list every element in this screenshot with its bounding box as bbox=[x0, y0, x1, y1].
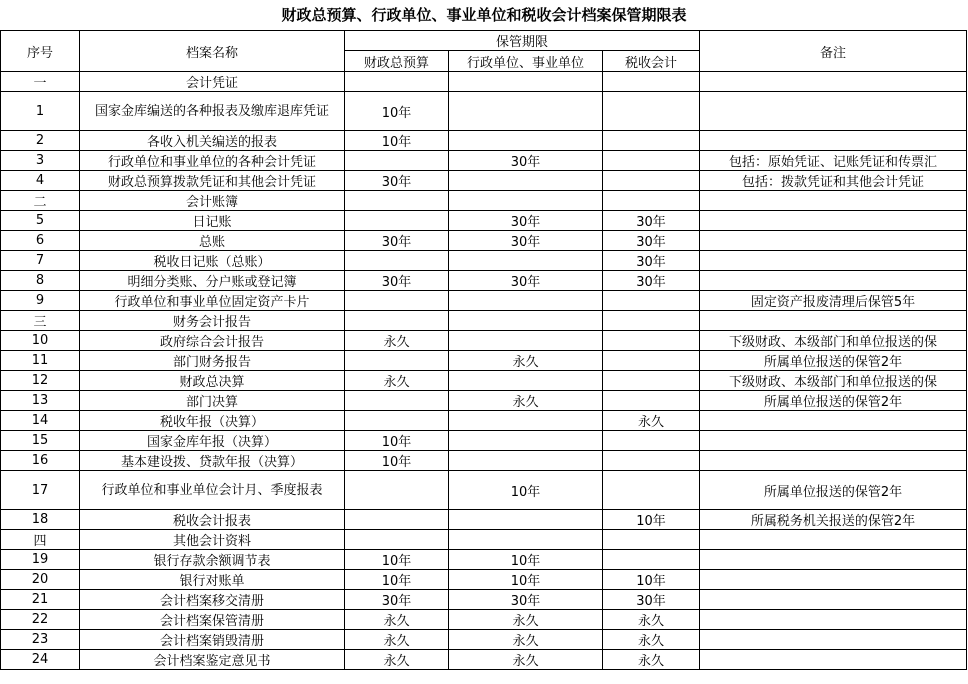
cell-tax: 永久 bbox=[603, 630, 700, 650]
cell-name: 税收日记账（总账） bbox=[80, 251, 345, 271]
cell-tax bbox=[603, 291, 700, 311]
cell-budget: 10年 bbox=[345, 451, 449, 471]
cell-remark bbox=[700, 590, 967, 610]
cell-tax: 30年 bbox=[603, 251, 700, 271]
cell-seq: 12 bbox=[1, 371, 80, 391]
table-row bbox=[1, 431, 967, 451]
cell-admin bbox=[449, 431, 603, 451]
table-row bbox=[1, 451, 967, 471]
cell-tax: 10年 bbox=[603, 570, 700, 590]
table-row bbox=[1, 191, 967, 211]
cell-budget: 30年 bbox=[345, 171, 449, 191]
cell-budget: 10年 bbox=[345, 550, 449, 570]
table-row bbox=[1, 391, 967, 411]
cell-name: 行政单位和事业单位会计月、季度报表 bbox=[80, 471, 345, 510]
cell-admin: 30年 bbox=[449, 231, 603, 251]
table-row bbox=[1, 331, 967, 351]
cell-remark bbox=[700, 271, 967, 291]
cell-tax bbox=[603, 311, 700, 331]
cell-seq: 一 bbox=[1, 72, 80, 92]
cell-remark bbox=[700, 92, 967, 131]
header-tax: 税收会计 bbox=[603, 51, 700, 72]
cell-seq: 3 bbox=[1, 151, 80, 171]
table-row bbox=[1, 510, 967, 530]
table-row bbox=[1, 570, 967, 590]
cell-budget bbox=[345, 251, 449, 271]
cell-budget: 永久 bbox=[345, 331, 449, 351]
cell-budget: 10年 bbox=[345, 570, 449, 590]
header-name: 档案名称 bbox=[80, 31, 345, 72]
cell-admin bbox=[449, 92, 603, 131]
cell-seq: 二 bbox=[1, 191, 80, 211]
cell-remark: 所属单位报送的保管2年 bbox=[700, 391, 967, 411]
cell-admin: 30年 bbox=[449, 271, 603, 291]
cell-tax: 10年 bbox=[603, 510, 700, 530]
cell-seq: 三 bbox=[1, 311, 80, 331]
table-row bbox=[1, 471, 967, 510]
cell-budget: 30年 bbox=[345, 590, 449, 610]
cell-name: 财务会计报告 bbox=[80, 311, 345, 331]
cell-seq: 5 bbox=[1, 211, 80, 231]
cell-admin: 永久 bbox=[449, 630, 603, 650]
header-period: 保管期限 bbox=[345, 31, 700, 51]
table-row bbox=[1, 231, 967, 251]
cell-name: 行政单位和事业单位固定资产卡片 bbox=[80, 291, 345, 311]
cell-budget bbox=[345, 211, 449, 231]
cell-admin: 30年 bbox=[449, 211, 603, 231]
cell-tax bbox=[603, 171, 700, 191]
table-row bbox=[1, 311, 967, 331]
cell-tax bbox=[603, 92, 700, 131]
cell-admin: 10年 bbox=[449, 570, 603, 590]
table-body bbox=[1, 72, 967, 670]
table-row bbox=[1, 351, 967, 371]
table-row bbox=[1, 610, 967, 630]
cell-seq: 20 bbox=[1, 570, 80, 590]
cell-seq: 8 bbox=[1, 271, 80, 291]
cell-remark bbox=[700, 451, 967, 471]
cell-remark bbox=[700, 650, 967, 670]
cell-name: 税收会计报表 bbox=[80, 510, 345, 530]
cell-tax bbox=[603, 371, 700, 391]
cell-remark: 下级财政、本级部门和单位报送的保 bbox=[700, 371, 967, 391]
cell-name: 其他会计资料 bbox=[80, 530, 345, 550]
cell-budget: 10年 bbox=[345, 131, 449, 151]
table-row bbox=[1, 251, 967, 271]
cell-tax bbox=[603, 391, 700, 411]
cell-seq: 11 bbox=[1, 351, 80, 371]
cell-tax bbox=[603, 530, 700, 550]
cell-admin bbox=[449, 331, 603, 351]
cell-name: 各收入机关编送的报表 bbox=[80, 131, 345, 151]
cell-remark bbox=[700, 191, 967, 211]
table-row bbox=[1, 630, 967, 650]
table-row bbox=[1, 291, 967, 311]
cell-seq: 13 bbox=[1, 391, 80, 411]
cell-admin bbox=[449, 72, 603, 92]
cell-tax bbox=[603, 351, 700, 371]
cell-seq: 19 bbox=[1, 550, 80, 570]
cell-admin bbox=[449, 371, 603, 391]
cell-name: 基本建设拨、贷款年报（决算） bbox=[80, 451, 345, 471]
cell-budget bbox=[345, 291, 449, 311]
cell-seq: 4 bbox=[1, 171, 80, 191]
table-row bbox=[1, 131, 967, 151]
cell-tax bbox=[603, 131, 700, 151]
cell-seq: 10 bbox=[1, 331, 80, 351]
cell-admin: 10年 bbox=[449, 550, 603, 570]
cell-remark bbox=[700, 610, 967, 630]
cell-remark bbox=[700, 530, 967, 550]
cell-admin: 永久 bbox=[449, 351, 603, 371]
cell-remark bbox=[700, 131, 967, 151]
cell-admin bbox=[449, 510, 603, 530]
header-seq: 序号 bbox=[1, 31, 80, 72]
cell-remark bbox=[700, 231, 967, 251]
cell-seq: 7 bbox=[1, 251, 80, 271]
header-admin: 行政单位、事业单位 bbox=[449, 51, 603, 72]
cell-name: 会计档案鉴定意见书 bbox=[80, 650, 345, 670]
cell-remark: 固定资产报废清理后保管5年 bbox=[700, 291, 967, 311]
cell-budget bbox=[345, 311, 449, 331]
header-remark: 备注 bbox=[700, 31, 967, 72]
cell-tax bbox=[603, 151, 700, 171]
cell-budget: 30年 bbox=[345, 231, 449, 251]
table-row bbox=[1, 650, 967, 670]
cell-name: 明细分类账、分户账或登记簿 bbox=[80, 271, 345, 291]
cell-remark bbox=[700, 570, 967, 590]
cell-tax bbox=[603, 72, 700, 92]
cell-tax bbox=[603, 451, 700, 471]
cell-budget bbox=[345, 510, 449, 530]
cell-admin: 30年 bbox=[449, 590, 603, 610]
cell-admin: 永久 bbox=[449, 650, 603, 670]
cell-seq: 6 bbox=[1, 231, 80, 251]
cell-seq: 14 bbox=[1, 411, 80, 431]
cell-admin: 永久 bbox=[449, 610, 603, 630]
cell-budget bbox=[345, 411, 449, 431]
table-row bbox=[1, 550, 967, 570]
header-budget: 财政总预算 bbox=[345, 51, 449, 72]
table-row bbox=[1, 72, 967, 92]
cell-name: 会计档案移交清册 bbox=[80, 590, 345, 610]
cell-tax: 30年 bbox=[603, 211, 700, 231]
cell-name: 银行对账单 bbox=[80, 570, 345, 590]
cell-name: 财政总预算拨款凭证和其他会计凭证 bbox=[80, 171, 345, 191]
cell-remark: 所属单位报送的保管2年 bbox=[700, 471, 967, 510]
cell-remark bbox=[700, 311, 967, 331]
cell-remark: 下级财政、本级部门和单位报送的保 bbox=[700, 331, 967, 351]
retention-table bbox=[0, 30, 967, 670]
cell-remark bbox=[700, 251, 967, 271]
cell-seq: 18 bbox=[1, 510, 80, 530]
cell-seq: 15 bbox=[1, 431, 80, 451]
cell-admin: 10年 bbox=[449, 471, 603, 510]
table-row bbox=[1, 271, 967, 291]
cell-admin bbox=[449, 451, 603, 471]
table-row bbox=[1, 411, 967, 431]
cell-admin bbox=[449, 411, 603, 431]
cell-budget bbox=[345, 471, 449, 510]
cell-name: 会计档案销毁清册 bbox=[80, 630, 345, 650]
table-row bbox=[1, 530, 967, 550]
cell-remark: 包括：拨款凭证和其他会计凭证 bbox=[700, 171, 967, 191]
table-row bbox=[1, 151, 967, 171]
cell-budget: 永久 bbox=[345, 371, 449, 391]
cell-name: 财政总决算 bbox=[80, 371, 345, 391]
cell-admin bbox=[449, 251, 603, 271]
cell-budget bbox=[345, 151, 449, 171]
table-row bbox=[1, 371, 967, 391]
cell-remark: 包括：原始凭证、记账凭证和传票汇 bbox=[700, 151, 967, 171]
cell-tax bbox=[603, 550, 700, 570]
cell-admin bbox=[449, 530, 603, 550]
table-row bbox=[1, 92, 967, 131]
cell-admin bbox=[449, 131, 603, 151]
cell-name: 日记账 bbox=[80, 211, 345, 231]
cell-budget: 30年 bbox=[345, 271, 449, 291]
cell-tax: 永久 bbox=[603, 650, 700, 670]
cell-name: 行政单位和事业单位的各种会计凭证 bbox=[80, 151, 345, 171]
cell-seq: 16 bbox=[1, 451, 80, 471]
cell-tax: 30年 bbox=[603, 590, 700, 610]
cell-admin: 30年 bbox=[449, 151, 603, 171]
cell-name: 会计账簿 bbox=[80, 191, 345, 211]
cell-name: 会计凭证 bbox=[80, 72, 345, 92]
table-row bbox=[1, 590, 967, 610]
page-title: 财政总预算、行政单位、事业单位和税收会计档案保管期限表 bbox=[281, 6, 687, 24]
cell-budget bbox=[345, 351, 449, 371]
cell-remark bbox=[700, 411, 967, 431]
cell-seq: 24 bbox=[1, 650, 80, 670]
cell-seq: 17 bbox=[1, 471, 80, 510]
cell-name: 税收年报（决算） bbox=[80, 411, 345, 431]
cell-seq: 1 bbox=[1, 92, 80, 131]
cell-name: 国家金库年报（决算） bbox=[80, 431, 345, 451]
cell-seq: 21 bbox=[1, 590, 80, 610]
cell-remark bbox=[700, 431, 967, 451]
cell-seq: 四 bbox=[1, 530, 80, 550]
cell-tax bbox=[603, 331, 700, 351]
cell-admin bbox=[449, 171, 603, 191]
cell-tax bbox=[603, 471, 700, 510]
cell-seq: 9 bbox=[1, 291, 80, 311]
cell-admin bbox=[449, 291, 603, 311]
cell-seq: 23 bbox=[1, 630, 80, 650]
cell-name: 部门决算 bbox=[80, 391, 345, 411]
cell-tax: 30年 bbox=[603, 231, 700, 251]
cell-tax: 30年 bbox=[603, 271, 700, 291]
cell-name: 政府综合会计报告 bbox=[80, 331, 345, 351]
cell-budget: 10年 bbox=[345, 431, 449, 451]
cell-name: 银行存款余额调节表 bbox=[80, 550, 345, 570]
cell-remark bbox=[700, 211, 967, 231]
cell-seq: 2 bbox=[1, 131, 80, 151]
cell-budget bbox=[345, 530, 449, 550]
cell-remark bbox=[700, 72, 967, 92]
cell-budget bbox=[345, 391, 449, 411]
cell-remark bbox=[700, 630, 967, 650]
cell-admin bbox=[449, 191, 603, 211]
cell-admin bbox=[449, 311, 603, 331]
cell-tax: 永久 bbox=[603, 610, 700, 630]
cell-remark: 所属税务机关报送的保管2年 bbox=[700, 510, 967, 530]
cell-tax bbox=[603, 191, 700, 211]
cell-name: 部门财务报告 bbox=[80, 351, 345, 371]
cell-name: 国家金库编送的各种报表及缴库退库凭证 bbox=[80, 92, 345, 131]
cell-tax: 永久 bbox=[603, 411, 700, 431]
cell-budget bbox=[345, 191, 449, 211]
cell-seq: 22 bbox=[1, 610, 80, 630]
cell-budget: 永久 bbox=[345, 630, 449, 650]
cell-name: 会计档案保管清册 bbox=[80, 610, 345, 630]
table-row bbox=[1, 211, 967, 231]
cell-budget: 永久 bbox=[345, 650, 449, 670]
cell-budget: 永久 bbox=[345, 610, 449, 630]
table-row bbox=[1, 171, 967, 191]
cell-tax bbox=[603, 431, 700, 451]
cell-budget bbox=[345, 72, 449, 92]
cell-budget: 10年 bbox=[345, 92, 449, 131]
cell-admin: 永久 bbox=[449, 391, 603, 411]
cell-remark: 所属单位报送的保管2年 bbox=[700, 351, 967, 371]
cell-remark bbox=[700, 550, 967, 570]
cell-name: 总账 bbox=[80, 231, 345, 251]
